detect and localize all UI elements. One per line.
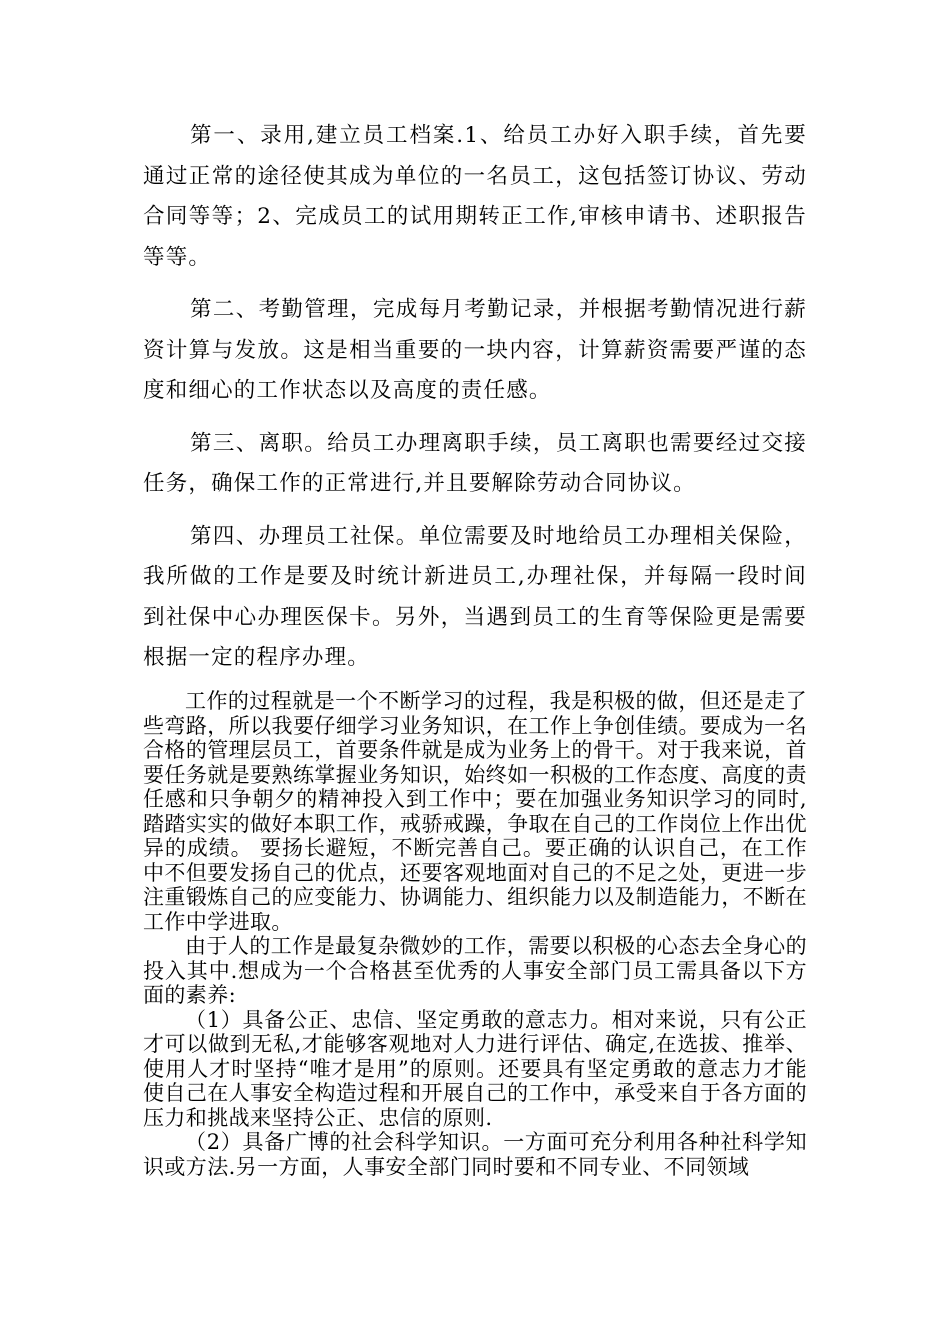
paragraph-social-security: 第四、办理员工社保。单位需要及时地给员工办理相关保险，我所做的工作是要及时统计新进员工,办理社保，并每隔一段时间到社保中心办理医保卡。另外，当遇到员工的生育等保险更是需要根据一定的程序办理。: [143, 523, 807, 670]
reflection-section: [143, 689, 807, 1179]
list-item-knowledge: （2）具备广博的社会科学知识。一方面可充分利用各种社科学知识或方法.另一方面，人事安全部门同时要和不同专业、不同领域: [143, 1130, 807, 1179]
paragraph-learning: 工作的过程就是一个不断学习的过程，我是积极的做，但还是走了些弯路，所以我要仔细学习业务知识，在工作上争创佳绩。要成为一名合格的管理层员工，首要条件就是成为业务上的骨干。对于我来说，首要任务就是要熟练掌握业务知识，始终如一积极的工作态度、高度的责任感和只争朝夕的精神投入到工作中；要在加强业务知识学习的同时,踏踏实实的做好本职工作，戒骄戒躁，争取在自己的工作岗位上作出优异的成绩。 要扬长避短，不断完善自己。要正确的认识自己，在工作中不但要发扬自己的优点，还要客观地面对自己的不足之处，更进一步注重锻炼自己的应变能力、协调能力、组织能力以及制造能力，不断在工作中学进取。: [143, 689, 807, 934]
duties-section: [143, 116, 807, 691]
paragraph-qualities-intro: 由于人的工作是最复杂微妙的工作，需要以积极的心态去全身心的投入其中.想成为一个合格甚至优秀的人事安全部门员工需具备以下方面的素养:: [143, 934, 807, 1007]
paragraph-attendance: 第二、考勤管理，完成每月考勤记录，并根据考勤情况进行薪资计算与发放。这是相当重要的一块内容，计算薪资需要严谨的态度和细心的工作状态以及高度的责任感。: [143, 297, 807, 403]
paragraph-resignation: 第三、离职。给员工办理离职手续，员工离职也需要经过交接任务，确保工作的正常进行,并且要解除劳动合同协议。: [143, 430, 807, 496]
list-item-fairness: （1）具备公正、忠信、坚定勇敢的意志力。相对来说，只有公正才可以做到无私,才能够客观地对人力进行评估、确定,在选拔、推举、使用人才时坚持“唯才是用”的原则。还要具有坚定勇敢的意志力才能使自己在人事安全构造过程和开展自己的工作中，承受来自于各方面的压力和挑战来坚持公正、忠信的原则.: [143, 1007, 807, 1130]
paragraph-hiring: 第一、录用,建立员工档案.1、给员工办好入职手续，首先要通过正常的途径使其成为单位的一名员工，这包括签订协议、劳动合同等等；2、完成员工的试用期转正工作,审核申请书、述职报告等等。: [143, 123, 807, 270]
